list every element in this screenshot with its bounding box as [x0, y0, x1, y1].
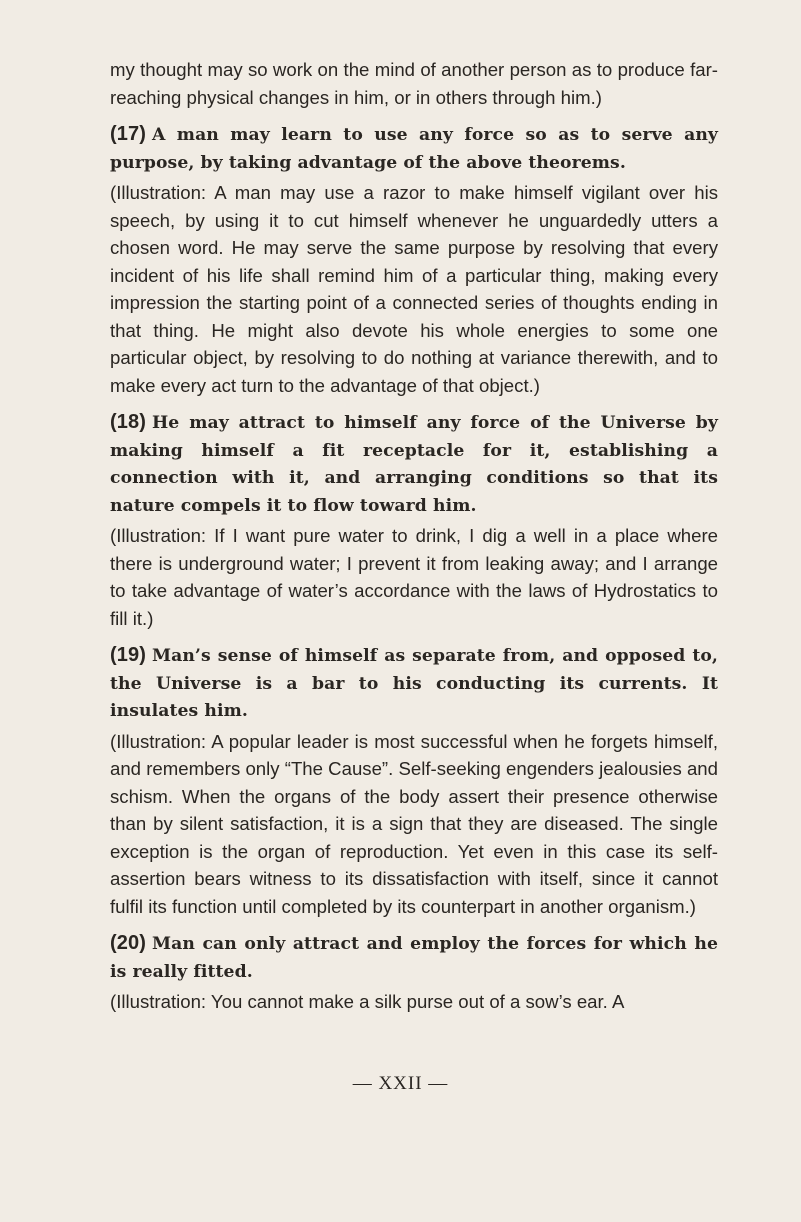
section-heading-text: He may attract to himself any force of the Universe by making himself a fit receptacle for it, establishing a connection with it, and arranging conditions so that its nature compels it to flow toward him. [110, 413, 718, 516]
section-heading-text: Man can only attract and employ the forces for which he is really fitted. [110, 934, 718, 982]
section-number: (17) [110, 123, 146, 145]
illustration-paragraph: (Illustration: If I want pure water to drink, I dig a well in a place where there is underground water; I prevent it from leaking away; and I arrange to take advantage of water’s accordance with the laws of Hydrostatics to fill it.) [110, 525, 718, 629]
section-heading-text: A man may learn to use any force so as to serve any purpose, by taking advantage of the above theorems. [110, 125, 718, 173]
section-heading [110, 642, 718, 726]
page-number: — XXII — [352, 1073, 449, 1094]
section-18 [110, 409, 718, 632]
section-heading [110, 121, 718, 177]
document-page [110, 56, 718, 1026]
section-17 [110, 121, 718, 399]
section-number: (19) [110, 644, 146, 666]
opening-paragraph: my thought may so work on the mind of another person as to produce far-reaching physical changes in him, or in others through him.) [110, 59, 718, 108]
section-heading [110, 930, 718, 986]
section-number: (18) [110, 411, 146, 433]
section-number: (20) [110, 932, 146, 954]
section-heading [110, 409, 718, 520]
illustration-paragraph: (Illustration: You cannot make a silk purse out of a sow’s ear. A [110, 991, 625, 1012]
section-20 [110, 930, 718, 1016]
illustration-paragraph: (Illustration: A popular leader is most successful when he forgets himself, and remembers only “The Cause”. Self-seeking engenders jealousies and schism. When the organs of the body assert their presence otherwise than by silent satisfaction, it is a sign that they are diseased. The single exception is the organ of reproduction. Yet even in this case its self-assertion bears witness to its dissatisfaction with itself, since it cannot fulfil its function until completed by its counterpart in another organism.) [110, 730, 718, 917]
illustration-paragraph: (Illustration: A man may use a razor to make himself vigilant over his speech, by using it to cut himself whenever he unguardedly utters a chosen word. He may serve the same purpose by resolving that every incident of his life shall remind him of a particular thing, making every impression the starting point of a connected series of thoughts ending in that thing. He might also devote his whole energies to some one particular object, by resolving to do nothing at variance therewith, and to make every act turn to the advantage of that object.) [110, 182, 718, 396]
section-19 [110, 642, 718, 920]
section-heading-text: Man’s sense of himself as separate from, and opposed to, the Universe is a bar to his conducting its currents. It insulates him. [110, 646, 718, 721]
